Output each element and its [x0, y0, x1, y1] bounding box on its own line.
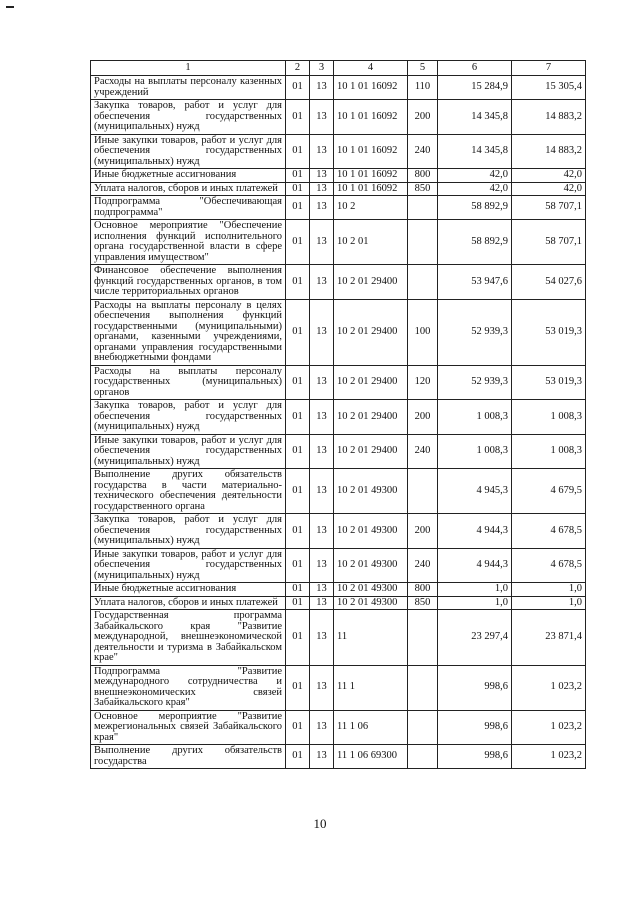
expense-type-cell: 200 — [408, 100, 438, 135]
section-code-cell: 01 — [286, 596, 310, 610]
amount-col6-cell: 53 947,6 — [438, 265, 512, 300]
scan-corner-mark — [6, 6, 14, 8]
expense-type-cell — [408, 665, 438, 710]
row-name-cell: Основное мероприятие "Развитие межрегиональных связей Забайкальского края" — [91, 710, 286, 745]
table-header — [91, 61, 586, 76]
section-code-cell: 01 — [286, 182, 310, 196]
table-row — [91, 434, 586, 469]
row-name-cell: Расходы на выплаты персоналу государственных (муниципальных) органов — [91, 365, 286, 400]
section-code-cell: 01 — [286, 265, 310, 300]
amount-col6-cell: 14 345,8 — [438, 134, 512, 169]
amount-col7-cell: 23 871,4 — [512, 610, 586, 666]
row-name-cell: Закупка товаров, работ и услуг для обеспечения государственных (муниципальных) нужд — [91, 514, 286, 549]
section-code-cell: 01 — [286, 134, 310, 169]
subsection-code-cell: 13 — [310, 365, 334, 400]
amount-col7-cell: 4 679,5 — [512, 469, 586, 514]
amount-col6-cell: 998,6 — [438, 665, 512, 710]
table-row — [91, 514, 586, 549]
table-row — [91, 610, 586, 666]
header-cell: 4 — [334, 61, 408, 76]
expense-type-cell: 120 — [408, 365, 438, 400]
row-name-cell: Иные бюджетные ассигнования — [91, 169, 286, 183]
row-name-cell: Расходы на выплаты персоналу казенных учреждений — [91, 76, 286, 100]
subsection-code-cell: 13 — [310, 169, 334, 183]
amount-col6-cell: 58 892,9 — [438, 196, 512, 220]
amount-col7-cell: 15 305,4 — [512, 76, 586, 100]
target-article-cell: 10 2 01 49300 — [334, 514, 408, 549]
expense-type-cell — [408, 610, 438, 666]
expense-type-cell — [408, 745, 438, 769]
row-name-cell: Иные закупки товаров, работ и услуг для обеспечения государственных (муниципальных) нужд — [91, 134, 286, 169]
amount-col6-cell: 1 008,3 — [438, 400, 512, 435]
amount-col6-cell: 1 008,3 — [438, 434, 512, 469]
section-code-cell: 01 — [286, 548, 310, 583]
section-code-cell: 01 — [286, 220, 310, 265]
target-article-cell: 10 2 01 49300 — [334, 548, 408, 583]
amount-col6-cell: 52 939,3 — [438, 299, 512, 365]
table-row — [91, 469, 586, 514]
section-code-cell: 01 — [286, 710, 310, 745]
table-row — [91, 134, 586, 169]
target-article-cell: 10 1 01 16092 — [334, 134, 408, 169]
expense-type-cell: 800 — [408, 169, 438, 183]
row-name-cell: Расходы на выплаты персоналу в целях обеспечения выполнения функций государственными (муниципальными) органами, казенными учреждениями, органами управления государственными внебюджетными фондами — [91, 299, 286, 365]
section-code-cell: 01 — [286, 583, 310, 597]
section-code-cell: 01 — [286, 514, 310, 549]
subsection-code-cell: 13 — [310, 182, 334, 196]
amount-col6-cell: 4 944,3 — [438, 548, 512, 583]
target-article-cell: 10 2 — [334, 196, 408, 220]
amount-col7-cell: 1 008,3 — [512, 434, 586, 469]
table-row — [91, 583, 586, 597]
section-code-cell: 01 — [286, 299, 310, 365]
table-row — [91, 710, 586, 745]
amount-col7-cell: 1 023,2 — [512, 710, 586, 745]
section-code-cell: 01 — [286, 745, 310, 769]
amount-col7-cell: 58 707,1 — [512, 220, 586, 265]
table-body — [91, 76, 586, 769]
row-name-cell: Уплата налогов, сборов и иных платежей — [91, 182, 286, 196]
target-article-cell: 10 2 01 29400 — [334, 400, 408, 435]
amount-col7-cell: 42,0 — [512, 169, 586, 183]
target-article-cell: 11 1 — [334, 665, 408, 710]
section-code-cell: 01 — [286, 469, 310, 514]
row-name-cell: Иные бюджетные ассигнования — [91, 583, 286, 597]
expense-type-cell: 240 — [408, 548, 438, 583]
amount-col7-cell: 1 023,2 — [512, 665, 586, 710]
subsection-code-cell: 13 — [310, 265, 334, 300]
expense-type-cell: 200 — [408, 400, 438, 435]
row-name-cell: Финансовое обеспечение выполнения функций государственных органов, в том числе территориальных органов — [91, 265, 286, 300]
table-row — [91, 365, 586, 400]
target-article-cell: 11 1 06 — [334, 710, 408, 745]
target-article-cell: 10 2 01 49300 — [334, 596, 408, 610]
amount-col7-cell: 42,0 — [512, 182, 586, 196]
amount-col6-cell: 58 892,9 — [438, 220, 512, 265]
subsection-code-cell: 13 — [310, 610, 334, 666]
expense-type-cell — [408, 265, 438, 300]
header-cell: 6 — [438, 61, 512, 76]
section-code-cell: 01 — [286, 665, 310, 710]
table-row — [91, 400, 586, 435]
amount-col7-cell: 1 008,3 — [512, 400, 586, 435]
header-cell: 5 — [408, 61, 438, 76]
amount-col6-cell: 4 945,3 — [438, 469, 512, 514]
expense-type-cell: 200 — [408, 514, 438, 549]
target-article-cell: 10 2 01 29400 — [334, 434, 408, 469]
target-article-cell: 10 2 01 29400 — [334, 365, 408, 400]
subsection-code-cell: 13 — [310, 400, 334, 435]
amount-col7-cell: 1,0 — [512, 596, 586, 610]
expense-type-cell — [408, 220, 438, 265]
subsection-code-cell: 13 — [310, 469, 334, 514]
expense-type-cell: 240 — [408, 134, 438, 169]
amount-col7-cell: 4 678,5 — [512, 514, 586, 549]
amount-col6-cell: 42,0 — [438, 182, 512, 196]
target-article-cell: 10 1 01 16092 — [334, 76, 408, 100]
amount-col7-cell: 58 707,1 — [512, 196, 586, 220]
expense-type-cell — [408, 710, 438, 745]
subsection-code-cell: 13 — [310, 196, 334, 220]
header-cell: 2 — [286, 61, 310, 76]
table-row — [91, 745, 586, 769]
row-name-cell: Уплата налогов, сборов и иных платежей — [91, 596, 286, 610]
table-row — [91, 265, 586, 300]
section-code-cell: 01 — [286, 610, 310, 666]
subsection-code-cell: 13 — [310, 76, 334, 100]
expense-type-cell: 240 — [408, 434, 438, 469]
row-name-cell: Выполнение других обязательств государства в части материально-технического обеспечения деятельности государственного органа — [91, 469, 286, 514]
table-row — [91, 665, 586, 710]
section-code-cell: 01 — [286, 365, 310, 400]
header-cell: 3 — [310, 61, 334, 76]
amount-col7-cell: 53 019,3 — [512, 365, 586, 400]
subsection-code-cell: 13 — [310, 665, 334, 710]
amount-col7-cell: 53 019,3 — [512, 299, 586, 365]
amount-col7-cell: 4 678,5 — [512, 548, 586, 583]
amount-col6-cell: 998,6 — [438, 710, 512, 745]
amount-col6-cell: 4 944,3 — [438, 514, 512, 549]
expense-type-cell — [408, 196, 438, 220]
subsection-code-cell: 13 — [310, 548, 334, 583]
section-code-cell: 01 — [286, 400, 310, 435]
target-article-cell: 10 2 01 29400 — [334, 299, 408, 365]
budget-table — [90, 60, 586, 769]
table-row — [91, 76, 586, 100]
row-name-cell: Иные закупки товаров, работ и услуг для обеспечения государственных (муниципальных) нужд — [91, 434, 286, 469]
subsection-code-cell: 13 — [310, 745, 334, 769]
section-code-cell: 01 — [286, 169, 310, 183]
table-row — [91, 596, 586, 610]
target-article-cell: 10 2 01 — [334, 220, 408, 265]
table-row — [91, 182, 586, 196]
subsection-code-cell: 13 — [310, 710, 334, 745]
subsection-code-cell: 13 — [310, 596, 334, 610]
header-cell: 1 — [91, 61, 286, 76]
table-row — [91, 299, 586, 365]
target-article-cell: 10 2 01 49300 — [334, 583, 408, 597]
target-article-cell: 10 1 01 16092 — [334, 100, 408, 135]
amount-col6-cell: 14 345,8 — [438, 100, 512, 135]
header-row — [91, 61, 586, 76]
expense-type-cell: 100 — [408, 299, 438, 365]
table-row — [91, 169, 586, 183]
section-code-cell: 01 — [286, 434, 310, 469]
row-name-cell: Подпрограмма "Обеспечивающая подпрограмма" — [91, 196, 286, 220]
amount-col6-cell: 15 284,9 — [438, 76, 512, 100]
subsection-code-cell: 13 — [310, 100, 334, 135]
amount-col7-cell: 1 023,2 — [512, 745, 586, 769]
table-row — [91, 220, 586, 265]
subsection-code-cell: 13 — [310, 434, 334, 469]
amount-col6-cell: 998,6 — [438, 745, 512, 769]
amount-col6-cell: 42,0 — [438, 169, 512, 183]
target-article-cell: 10 2 01 29400 — [334, 265, 408, 300]
subsection-code-cell: 13 — [310, 134, 334, 169]
subsection-code-cell: 13 — [310, 299, 334, 365]
target-article-cell: 10 1 01 16092 — [334, 182, 408, 196]
expense-type-cell: 850 — [408, 596, 438, 610]
subsection-code-cell: 13 — [310, 583, 334, 597]
amount-col6-cell: 52 939,3 — [438, 365, 512, 400]
table-row — [91, 548, 586, 583]
expense-type-cell — [408, 469, 438, 514]
expense-type-cell: 800 — [408, 583, 438, 597]
amount-col7-cell: 1,0 — [512, 583, 586, 597]
expense-type-cell: 110 — [408, 76, 438, 100]
header-cell: 7 — [512, 61, 586, 76]
row-name-cell: Закупка товаров, работ и услуг для обеспечения государственных (муниципальных) нужд — [91, 100, 286, 135]
section-code-cell: 01 — [286, 100, 310, 135]
row-name-cell: Закупка товаров, работ и услуг для обеспечения государственных (муниципальных) нужд — [91, 400, 286, 435]
section-code-cell: 01 — [286, 196, 310, 220]
target-article-cell: 11 1 06 69300 — [334, 745, 408, 769]
target-article-cell: 10 2 01 49300 — [334, 469, 408, 514]
subsection-code-cell: 13 — [310, 220, 334, 265]
target-article-cell: 10 1 01 16092 — [334, 169, 408, 183]
row-name-cell: Государственная программа Забайкальского края "Развитие международной, внешнеэкономической деятельности и туризма в Забайкальском крае" — [91, 610, 286, 666]
row-name-cell: Основное мероприятие "Обеспечение исполнения функций исполнительного органа государственной власти в сфере управления имуществом" — [91, 220, 286, 265]
row-name-cell: Иные закупки товаров, работ и услуг для обеспечения государственных (муниципальных) нужд — [91, 548, 286, 583]
expense-type-cell: 850 — [408, 182, 438, 196]
page-number: 10 — [313, 816, 327, 831]
section-code-cell: 01 — [286, 76, 310, 100]
amount-col7-cell: 14 883,2 — [512, 100, 586, 135]
table-row — [91, 100, 586, 135]
amount-col7-cell: 54 027,6 — [512, 265, 586, 300]
target-article-cell: 11 — [334, 610, 408, 666]
amount-col6-cell: 1,0 — [438, 596, 512, 610]
row-name-cell: Подпрограмма "Развитие международного сотрудничества и внешнеэкономических связей Забайкальского края" — [91, 665, 286, 710]
subsection-code-cell: 13 — [310, 514, 334, 549]
amount-col6-cell: 23 297,4 — [438, 610, 512, 666]
table-row — [91, 196, 586, 220]
row-name-cell: Выполнение других обязательств государства — [91, 745, 286, 769]
amount-col7-cell: 14 883,2 — [512, 134, 586, 169]
amount-col6-cell: 1,0 — [438, 583, 512, 597]
